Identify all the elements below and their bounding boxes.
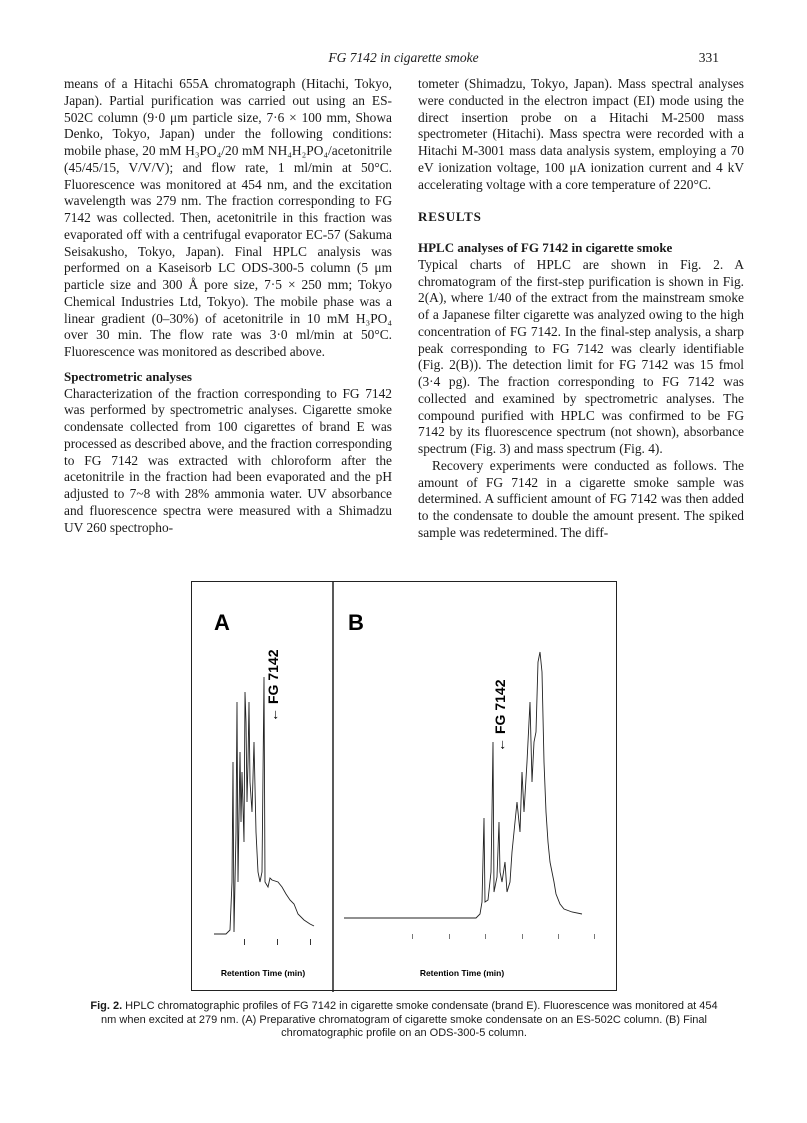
left-column <box>64 76 392 536</box>
panel-a-arrow: ← <box>265 708 281 722</box>
running-head <box>0 50 807 70</box>
panel-a-peak-annotation <box>265 649 281 722</box>
body-paragraph: Typical charts of HPLC are shown in Fig. 2. A chromatogram of the first-step purification is shown in Fig. 2(A), where 1/40 of the extract from the mainstream smoke of a Japanese filter cigarette was analyzed owing to the high concentration of FG 7142. In the final-step analysis, a sharp peak corresponding to FG 7142 was clearly identifiable (Fig. 2(B)). The detection limit for FG 7142 was 15 fmol (3·4 pg). The fraction corresponding to FG 7142 was collected and examined by spectrometric analyses. The compound purified with HPLC was confirmed to be FG 7142 by its fluorescence spectrum (not shown), absorbance spectrum (Fig. 3) and mass spectrum (Fig. 4). <box>418 256 744 456</box>
panel-b-label: B <box>348 610 364 635</box>
caption-lead: Fig. 2. <box>90 1000 123 1012</box>
body-paragraph: Characterization of the fraction corresponding to FG 7142 was performed by spectrometric analyses. Cigarette smoke condensate collected from 100 cigarettes of brand E was processed as described above, and the fraction corresponding to FG 7142 was extracted with chloroform after the acetonitrile in the fraction had been evaporated and the pH adjusted to 7~8 with 28% ammonia water. UV absorbance and fluorescence spectra were measured with a Shimadzu UV 260 spectropho- <box>64 385 392 535</box>
panel-a-label: A <box>214 610 230 635</box>
panel-b-ticks <box>412 934 595 939</box>
running-head-title: FG 7142 in cigarette smoke <box>328 50 479 65</box>
figure-caption <box>90 1000 718 1041</box>
caption-text: HPLC chromatographic profiles of FG 7142 in cigarette smoke condensate (brand E). Fluorescence was monitored at 454 nm when excited at 279 nm. (A) Preparative chromatogram of cigarette smoke condensate on an ES-502C column. (B) Final chromatographic profile on an ODS-300-5 column. <box>101 1000 718 1039</box>
panel-b-xlabel: Retention Time (min) <box>419 968 505 978</box>
panel-a-trace <box>214 677 314 934</box>
panel-b-peak-label: FG 7142 <box>492 679 508 734</box>
panel-a-peak-label: FG 7142 <box>265 649 281 704</box>
section-heading: RESULTS <box>418 209 482 225</box>
page-number: 331 <box>698 50 719 65</box>
panel-a-xlabel: Retention Time (min) <box>220 968 306 978</box>
body-paragraph: tometer (Shimadzu, Tokyo, Japan). Mass spectral analyses were conducted in the electron impact (EI) mode using the direct insertion probe on a Hitachi M-2500 mass spectrometer (Hitachi). Mass spectra were recorded with a Hitachi M-3001 mass data analysis system, employing a 70 eV ionization voltage, 100 μA ionization current and 4 kV accelerating voltage with a core temperature of 220°C. <box>418 76 744 192</box>
panel-a-ticks <box>244 939 311 945</box>
section-subheading: HPLC analyses of FG 7142 in cigarette smoke <box>418 240 673 255</box>
chromatogram-svg <box>192 582 618 992</box>
section-subheading: Spectrometric analyses <box>64 368 192 384</box>
figure-chromatograms <box>191 581 617 991</box>
panel-b-arrow: ← <box>492 738 508 752</box>
body-paragraph: Recovery experiments were conducted as follows. The amount of FG 7142 in a cigarette smoke sample was determined. A sufficient amount of FG 7142 was then added to the condensate to double the amount present. The spiked sample was redetermined. The diff- <box>418 457 744 540</box>
right-column <box>418 76 744 542</box>
body-paragraph: means of a Hitachi 655A chromatograph (Hitachi, Tokyo, Japan). Partial purification was carried out using an ES-502C column (9·0 μm particle size, 7·6 × 100 mm, Showa Denko, Tokyo, Japan) under the following conditions: mobile phase, 20 mM H₃PO₄/20 mM NH₄H₂PO₄/acetonitrile (45/45/15, V/V/V); and flow rate, 1 ml/min at 50°C. Fluorescence was monitored at 454 nm, and the excitation wavelength was 279 nm. The fraction corresponding to FG 7142 was collected. Then, acetonitrile in this fraction was evaporated off with a centrifugal evaporator EC-57 (Sakuma Seisakusho, Tokyo, Japan). Final HPLC analysis was performed on a Kaseisorb LC ODS-300-5 column (5 μm particle size and 300 Å pore size, 7·5 × 250 mm; Tokyo Chemical Industries Ltd, Tokyo). The mobile phase was a linear gradient (0–30%) of acetonitrile in 10 mM H₃PO₄ over 30 min. The flow rate was 3·0 ml/min at 50°C. Fluorescence was monitored as described above. <box>64 76 392 359</box>
panel-b-peak-annotation <box>492 679 508 752</box>
panel-b-trace <box>344 652 582 918</box>
